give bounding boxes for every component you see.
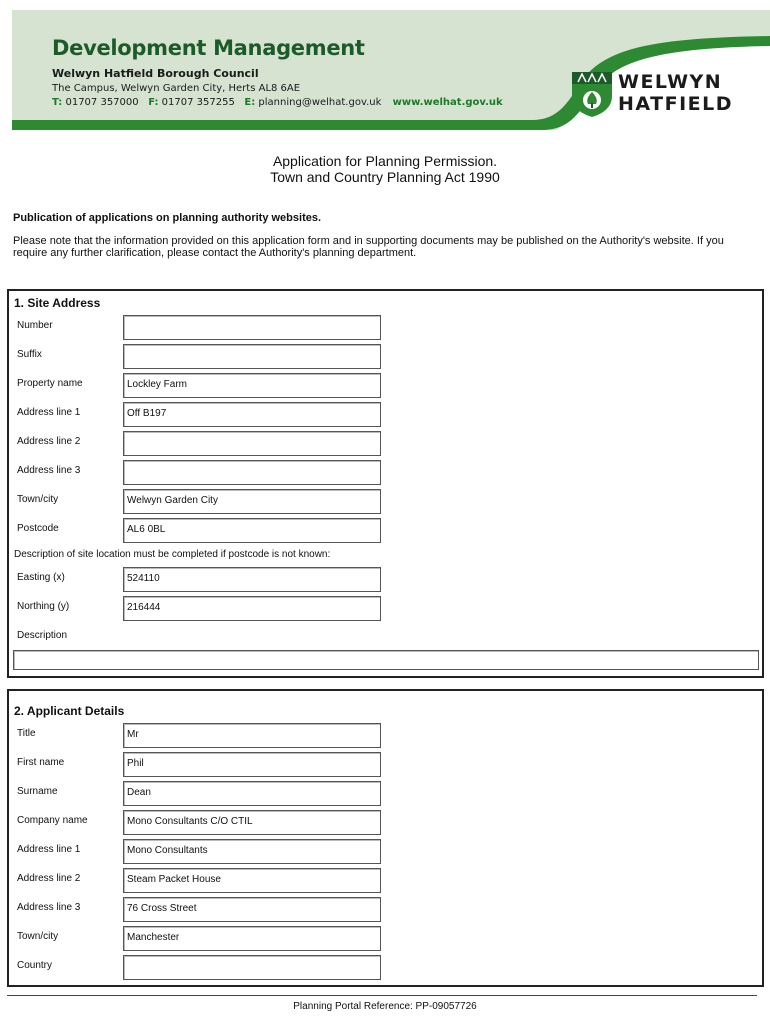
field-label: Address line 1 <box>17 407 81 418</box>
number-field[interactable] <box>123 315 381 340</box>
footer-divider <box>7 995 757 996</box>
council-name: Welwyn Hatfield Borough Council <box>52 67 259 80</box>
field-label: Number <box>17 320 53 331</box>
field-label: Postcode <box>17 523 59 534</box>
site-address-heading: 1. Site Address <box>14 296 101 310</box>
fax-label: F: <box>148 97 159 108</box>
field-label: Town/city <box>17 494 59 505</box>
field-label: First name <box>17 757 65 768</box>
publication-text: Please note that the information provided on this application form and in supporting documents may be published on the Authority's website. If you require any further clarification, please contact the Authority's planning department. <box>13 235 724 259</box>
field-label: Surname <box>17 786 58 797</box>
tel-value: 01707 357000 <box>65 97 139 108</box>
easting-label: Easting (x) <box>17 572 65 583</box>
field-label: Country <box>17 960 53 971</box>
field-label: Town/city <box>17 931 59 942</box>
council-shield-icon <box>570 70 614 118</box>
description-field[interactable] <box>13 650 759 670</box>
first-name-field[interactable]: Phil <box>123 752 381 777</box>
applicant-address-line-1-field[interactable]: Mono Consultants <box>123 839 381 864</box>
document-title <box>0 153 770 185</box>
field-label: Company name <box>17 815 88 826</box>
email-label: E: <box>244 97 256 108</box>
address-line-3-field[interactable] <box>123 460 381 485</box>
field-label: Address line 2 <box>17 436 81 447</box>
applicant-town-city-field[interactable]: Manchester <box>123 926 381 951</box>
logo-line-1: WELWYN <box>618 71 723 93</box>
council-contact <box>52 97 503 108</box>
tel-label: T: <box>52 97 63 108</box>
property-name-field[interactable]: Lockley Farm <box>123 373 381 398</box>
document-title-line-2: Town and Country Planning Act 1990 <box>270 169 500 185</box>
field-label: Address line 1 <box>17 844 81 855</box>
applicant-heading: 2. Applicant Details <box>14 704 125 718</box>
logo-line-2: HATFIELD <box>618 93 733 115</box>
field-label: Title <box>17 728 36 739</box>
address-line-1-field[interactable]: Off B197 <box>123 402 381 427</box>
description-label: Description <box>17 630 68 641</box>
fax-value: 01707 357255 <box>161 97 235 108</box>
country-field[interactable] <box>123 955 381 980</box>
logo-wordmark <box>618 71 733 115</box>
site-address-section <box>7 289 764 678</box>
council-address: The Campus, Welwyn Garden City, Herts AL8 6AE <box>52 83 301 94</box>
field-label: Address line 3 <box>17 902 81 913</box>
northing-field[interactable]: 216444 <box>123 596 381 621</box>
address-line-2-field[interactable] <box>123 431 381 456</box>
suffix-field[interactable] <box>123 344 381 369</box>
surname-field[interactable]: Dean <box>123 781 381 806</box>
location-note: Description of site location must be completed if postcode is not known: <box>14 549 331 560</box>
document-title-line-1: Application for Planning Permission. <box>272 153 498 169</box>
field-label: Property name <box>17 378 83 389</box>
easting-field[interactable]: 524110 <box>123 567 381 592</box>
website-link[interactable]: www.welhat.gov.uk <box>392 97 503 108</box>
applicant-address-line-2-field[interactable]: Steam Packet House <box>123 868 381 893</box>
email-link[interactable]: planning@welhat.gov.uk <box>258 97 382 108</box>
applicant-details-section <box>7 689 764 987</box>
title-field[interactable]: Mr <box>123 723 381 748</box>
company-name-field[interactable]: Mono Consultants C/O CTIL <box>123 810 381 835</box>
portal-reference: Planning Portal Reference: PP-09057726 <box>293 1001 477 1012</box>
publication-heading: Publication of applications on planning authority websites. <box>13 212 322 224</box>
applicant-address-line-3-field[interactable]: 76 Cross Street <box>123 897 381 922</box>
field-label: Suffix <box>17 349 42 360</box>
field-label: Address line 3 <box>17 465 81 476</box>
northing-label: Northing (y) <box>17 601 70 612</box>
postcode-field[interactable]: AL6 0BL <box>123 518 381 543</box>
banner-title: Development Management <box>52 36 365 60</box>
town-city-field[interactable]: Welwyn Garden City <box>123 489 381 514</box>
field-label: Address line 2 <box>17 873 81 884</box>
